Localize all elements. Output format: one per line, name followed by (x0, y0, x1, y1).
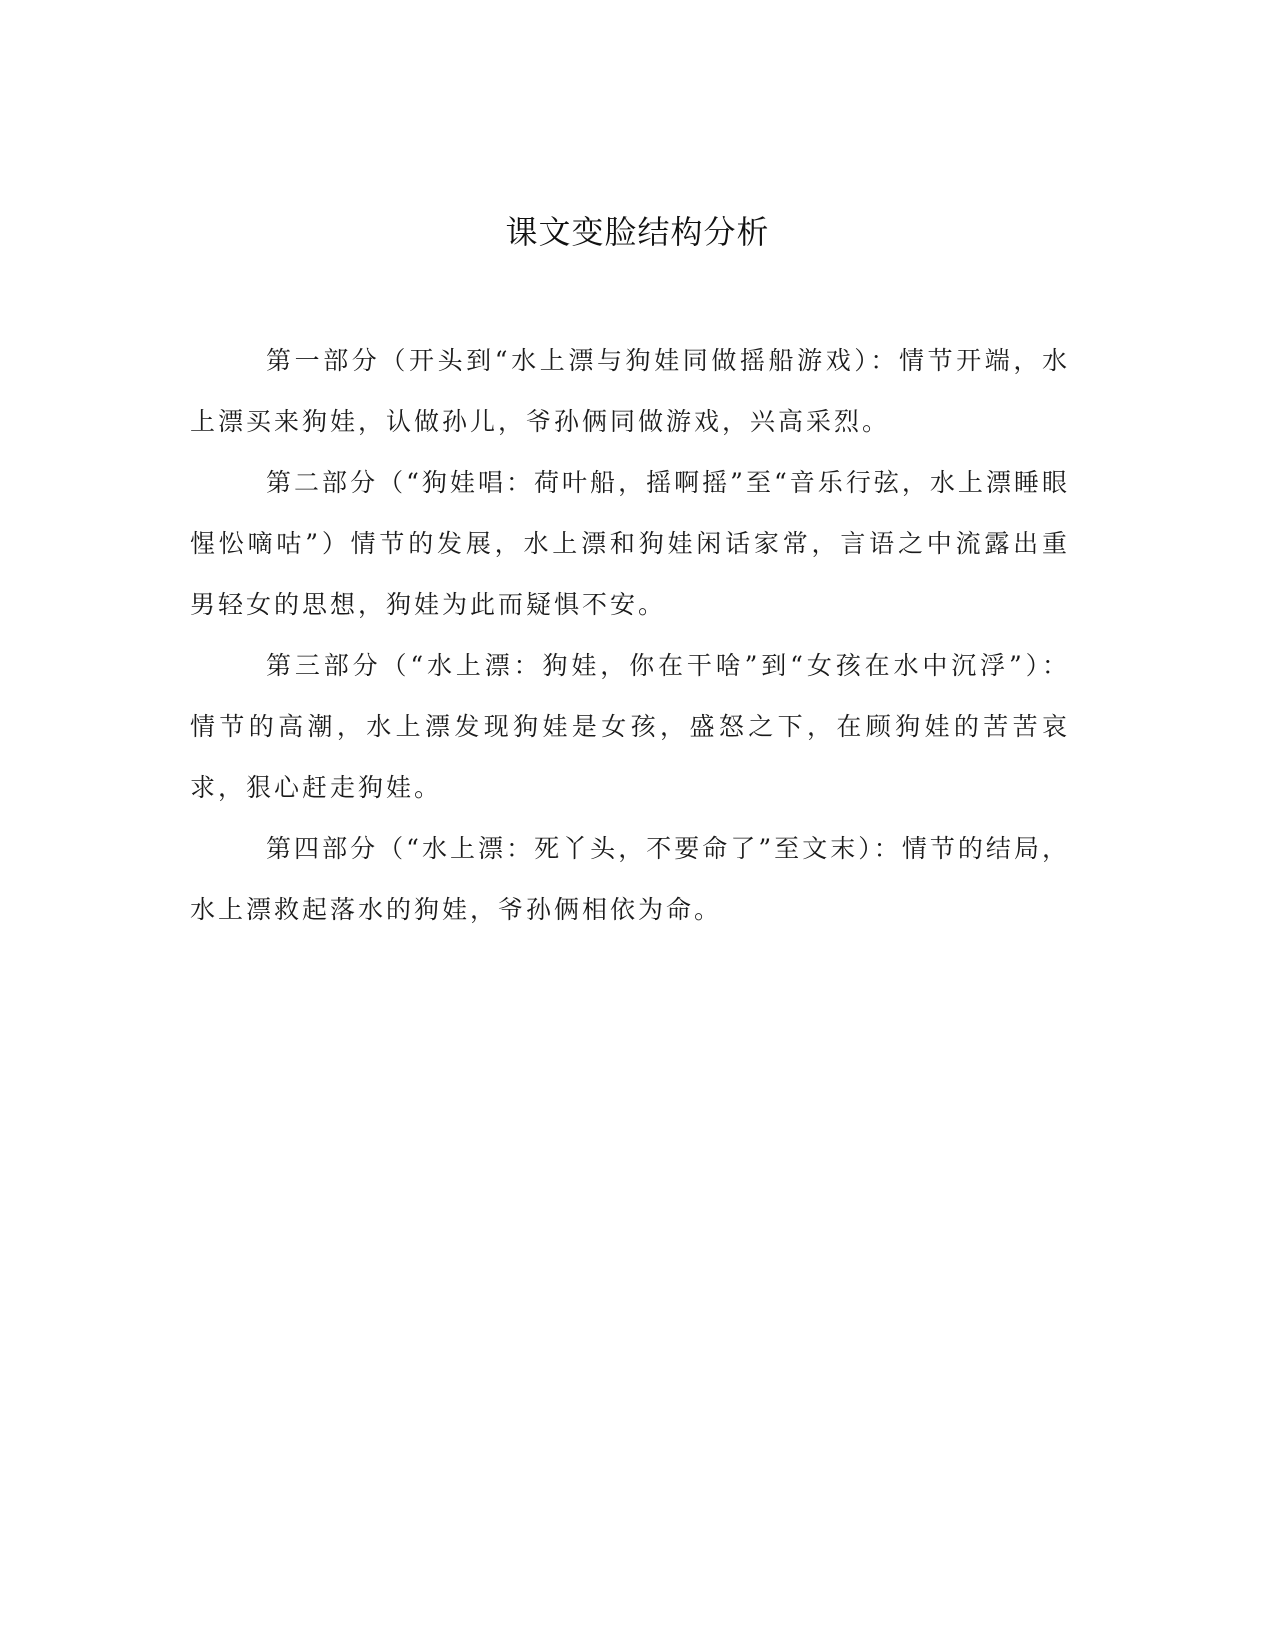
document-body (190, 330, 1070, 940)
paragraph-part-four: 第四部分（“水上漂：死丫头，不要命了”至文末）：情节的结局，水上漂救起落水的狗娃，爷孙俩相依为命。 (190, 834, 1070, 924)
paragraph-part-three: 第三部分（“水上漂：狗娃，你在干啥”到“女孩在水中沉浮”）：情节的高潮，水上漂发现狗娃是女孩，盛怒之下，在顾狗娃的苦苦哀求，狠心赶走狗娃。 (190, 651, 1070, 802)
document-title: 课文变脸结构分析 (505, 213, 770, 251)
paragraph-part-one: 第一部分（开头到“水上漂与狗娃同做摇船游戏）：情节开端，水上漂买来狗娃，认做孙儿，爷孙俩同做游戏，兴高采烈。 (190, 346, 1070, 436)
paragraph-part-two: 第二部分（“狗娃唱：荷叶船，摇啊摇”至“音乐行弦，水上漂睡眼惺忪嘀咕”）情节的发展，水上漂和狗娃闲话家常，言语之中流露出重男轻女的思想，狗娃为此而疑惧不安。 (190, 468, 1070, 619)
